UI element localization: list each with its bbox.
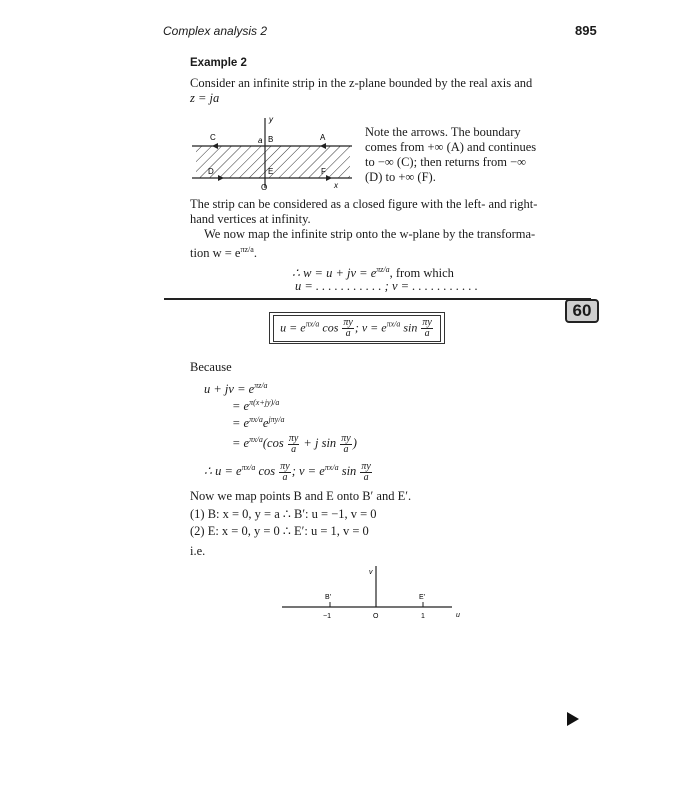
working-line-3 xyxy=(232,412,284,431)
frac-num: πy xyxy=(280,460,290,472)
therefore-end: , from which xyxy=(389,266,454,281)
point-a-label: A xyxy=(320,133,326,142)
w3: = e xyxy=(232,416,250,431)
map-end: . xyxy=(253,246,257,261)
frac-den: a xyxy=(363,471,369,483)
one-label: 1 xyxy=(421,613,425,620)
answer-v-exp: πx/a xyxy=(386,318,401,328)
blank-answer-line: u = . . . . . . . . . . . ; v = . . . . . . . . . . . xyxy=(295,279,478,293)
note-block xyxy=(365,125,555,185)
w4c: + j sin xyxy=(300,436,340,451)
frac-num: πy xyxy=(422,316,432,328)
w2: = e xyxy=(232,399,250,414)
ie-text: i.e. xyxy=(190,544,206,558)
origin-label: O xyxy=(373,613,379,620)
answer-u: u = e xyxy=(280,319,306,334)
point-1-text: (1) B: x = 0, y = a ∴ B′: u = −1, v = 0 xyxy=(190,507,377,521)
v-axis-label: v xyxy=(369,569,373,576)
note-line: to −∞ (C); then returns from −∞ xyxy=(365,155,527,169)
y-axis-label: y xyxy=(269,115,273,124)
w4-frac-1 xyxy=(288,434,299,455)
point-2-text: (2) E: x = 0, y = 0 ∴ E′: u = 1, v = 0 xyxy=(190,524,369,538)
therefore-exponent: πz/a xyxy=(376,265,390,274)
point-c-label: C xyxy=(210,133,216,142)
answer-cos: cos xyxy=(319,319,342,334)
note-line: comes from +∞ (A) and continues xyxy=(365,140,537,154)
w5-exp2: πx/a xyxy=(324,463,339,472)
w5c: ; v = e xyxy=(291,464,325,479)
w4d: ) xyxy=(352,436,357,451)
frac-den: a xyxy=(282,471,288,483)
strip-text xyxy=(190,197,537,227)
w2-exp: π(x+jy)/a xyxy=(249,398,280,407)
b-prime-label: B′ xyxy=(325,594,331,601)
w4-exp: πx/a xyxy=(249,435,263,444)
frac-den: a xyxy=(424,327,430,339)
frac-num: πy xyxy=(361,460,371,472)
w5a: ∴ u = e xyxy=(204,464,242,479)
w1: u + jv = e xyxy=(204,382,255,397)
working-line-4 xyxy=(232,432,357,455)
point-b-label: B xyxy=(268,135,274,144)
note-line: Note the arrows. The boundary xyxy=(365,125,521,139)
a-label: a xyxy=(258,136,263,145)
w5-frac-2 xyxy=(360,462,371,483)
page-number: 895 xyxy=(575,23,597,38)
running-header-title: Complex analysis 2 xyxy=(163,24,268,38)
point-f-label: F xyxy=(321,167,326,176)
w5-exp: πx/a xyxy=(241,463,256,472)
frac-den: a xyxy=(345,327,351,339)
because-label: Because xyxy=(190,360,232,374)
map-points-text: Now we map points B and E onto B′ and E′. xyxy=(190,489,412,503)
example-title: Example 2 xyxy=(190,57,247,69)
w5d: sin xyxy=(338,464,360,479)
u-axis-label: u xyxy=(456,612,460,619)
answer-frac-2 xyxy=(421,318,432,339)
frac-num: πy xyxy=(343,316,353,328)
frac-num: πy xyxy=(341,432,351,444)
map-line-2-text: tion w = e xyxy=(190,246,241,261)
intro-line-1: Consider an infinite strip in the z-plane bounded by the real axis and xyxy=(190,76,533,90)
answer-formula xyxy=(273,315,441,342)
answer-frac-1 xyxy=(342,318,353,339)
w3b-exp: jπy/a xyxy=(268,415,285,424)
next-frame-arrow-icon[interactable] xyxy=(567,712,579,726)
e-prime-label: E′ xyxy=(419,594,425,601)
answer-box xyxy=(269,312,445,344)
note-line: (D) to +∞ (F). xyxy=(365,170,436,184)
w4-frac-2 xyxy=(340,434,351,455)
answer-u-exp: πx/a xyxy=(305,318,320,328)
x-axis-label: x xyxy=(334,181,338,190)
w4b: (cos xyxy=(262,436,287,451)
w3b: e xyxy=(262,416,269,431)
w3-exp: πx/a xyxy=(249,415,263,424)
w1-exp: πz/a xyxy=(254,381,268,390)
map-exponent: πz/a xyxy=(240,245,254,254)
w-plane-diagram xyxy=(280,562,470,624)
minus-one-label: −1 xyxy=(323,613,331,620)
strip-diagram xyxy=(188,110,358,196)
frac-num: πy xyxy=(288,432,299,444)
frac-den: a xyxy=(291,443,297,455)
therefore-text: ∴ w = u + jv = e xyxy=(292,266,377,281)
point-e-label: E xyxy=(268,167,274,176)
answer-sin: sin xyxy=(400,319,421,334)
point-d-label: D xyxy=(208,167,214,176)
frame-divider xyxy=(164,298,591,300)
frame-number-badge: 60 xyxy=(565,299,599,323)
working-line-5 xyxy=(204,460,373,483)
map-line-1: We now map the infinite strip onto the w-plane by the transforma- xyxy=(204,227,536,241)
strip-line: hand vertices at infinity. xyxy=(190,212,311,226)
frac-den: a xyxy=(343,443,349,455)
origin-label: O xyxy=(261,183,268,192)
map-line-2 xyxy=(190,242,257,261)
w5b: cos xyxy=(255,464,279,479)
w4a: = e xyxy=(232,436,250,451)
answer-v: ; v = e xyxy=(354,319,387,334)
w5-frac-1 xyxy=(279,462,290,483)
strip-line: The strip can be considered as a closed figure with the left- and right- xyxy=(190,197,538,211)
intro-line-2: z = ja xyxy=(190,91,220,105)
